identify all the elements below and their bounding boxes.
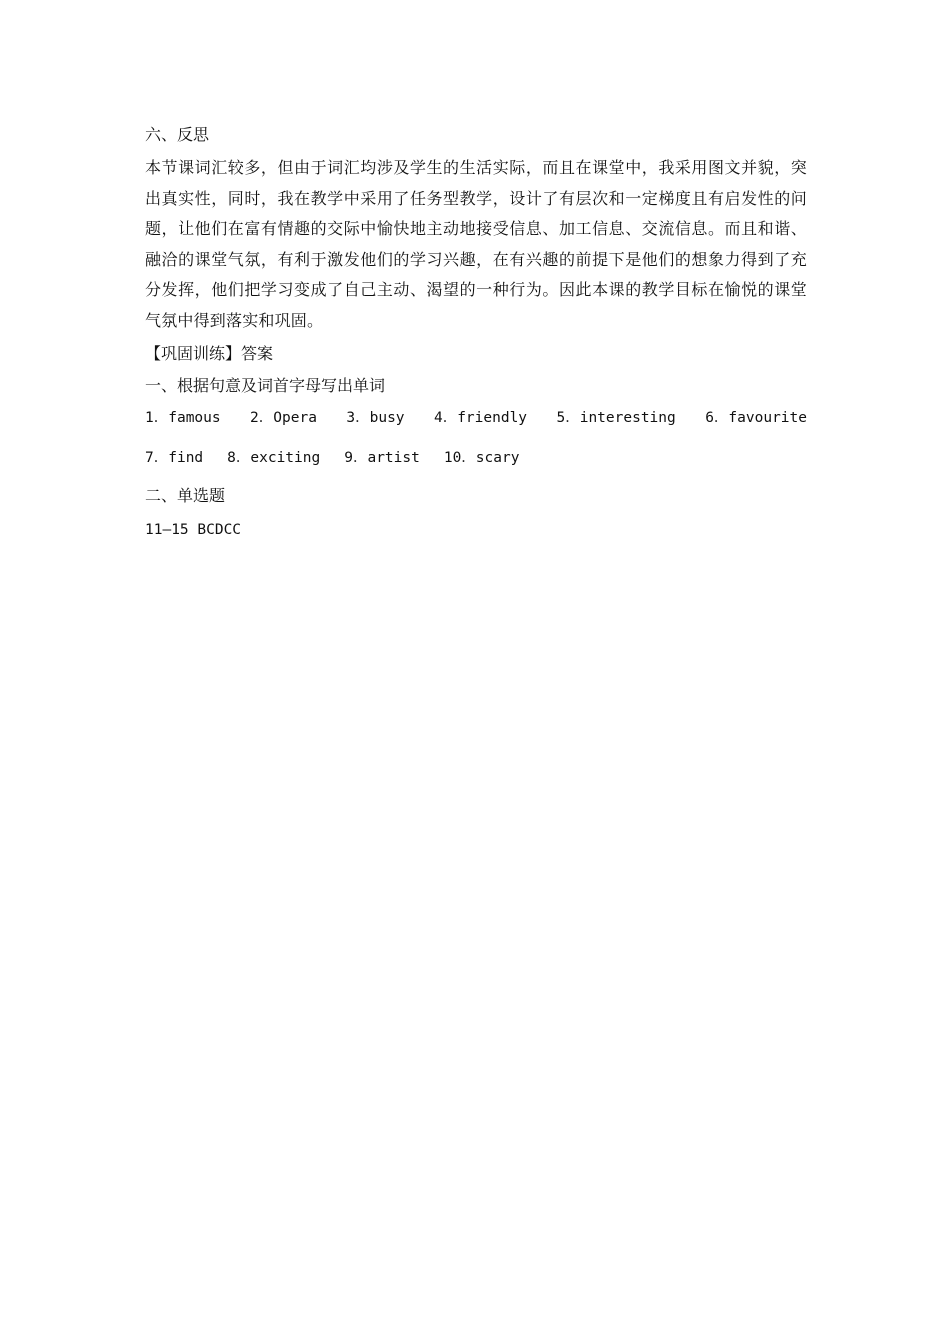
answer-5: 5．interesting: [556, 410, 676, 426]
answer-row-1: [145, 406, 807, 430]
answer-1: 1．famous: [145, 410, 221, 426]
answer-row-2: [145, 446, 807, 470]
section2-heading: 二、单选题: [145, 486, 226, 505]
answer-6: 6．favourite: [705, 410, 807, 426]
answer-7: 7．find: [145, 450, 204, 466]
answers-title: 【巩固训练】答案: [145, 344, 274, 363]
document-content: [145, 123, 807, 557]
section2-answer: 11—15 BCDCC: [145, 522, 242, 538]
answer-8: 8．exciting: [227, 450, 321, 466]
answer-3: 3．busy: [346, 410, 405, 426]
answer-4: 4．friendly: [433, 410, 528, 426]
answer-2: 2．Opera: [250, 410, 317, 426]
reflection-paragraph: 本节课词汇较多，但由于词汇均涉及学生的生活实际，而且在课堂中，我采用图文并貌，突出真实性，同时，我在教学中采用了任务型教学，设计了有层次和一定梯度且有启发性的问题，让他们在富有情趣的交际中愉快地主动地接受信息、加工信息、交流信息。而且和谐、融洽的课堂气氛，有利于激发他们的学习兴趣，在有兴趣的前提下是他们的想象力得到了充分发挥，他们把学习变成了自己主动、渴望的一种行为。因此本课的教学目标在愉悦的课堂气氛中得到落实和巩固。: [145, 158, 807, 330]
reflection-heading: 六、反思: [145, 125, 210, 144]
answer-9: 9．artist: [344, 450, 420, 466]
section1-heading: 一、根据句意及词首字母写出单词: [145, 376, 386, 395]
answer-10: 10．scary: [443, 450, 520, 466]
